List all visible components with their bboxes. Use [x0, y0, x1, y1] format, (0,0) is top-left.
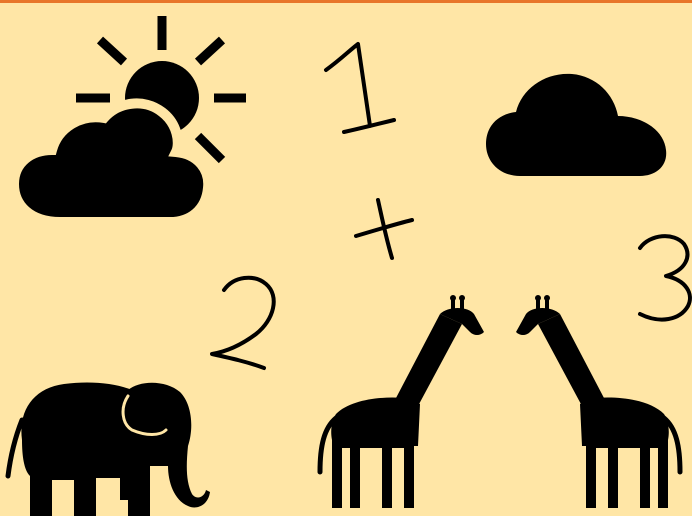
digit-one-handwritten: [326, 44, 394, 132]
cloud-icon: [486, 74, 666, 176]
plus-sign-handwritten: [356, 200, 412, 258]
giraffe-icon-right: [516, 295, 680, 508]
elephant-icon: [8, 382, 210, 516]
giraffe-icon-left: [320, 295, 484, 508]
digit-three-handwritten: [640, 236, 690, 319]
digit-two-handwritten: [212, 278, 274, 368]
